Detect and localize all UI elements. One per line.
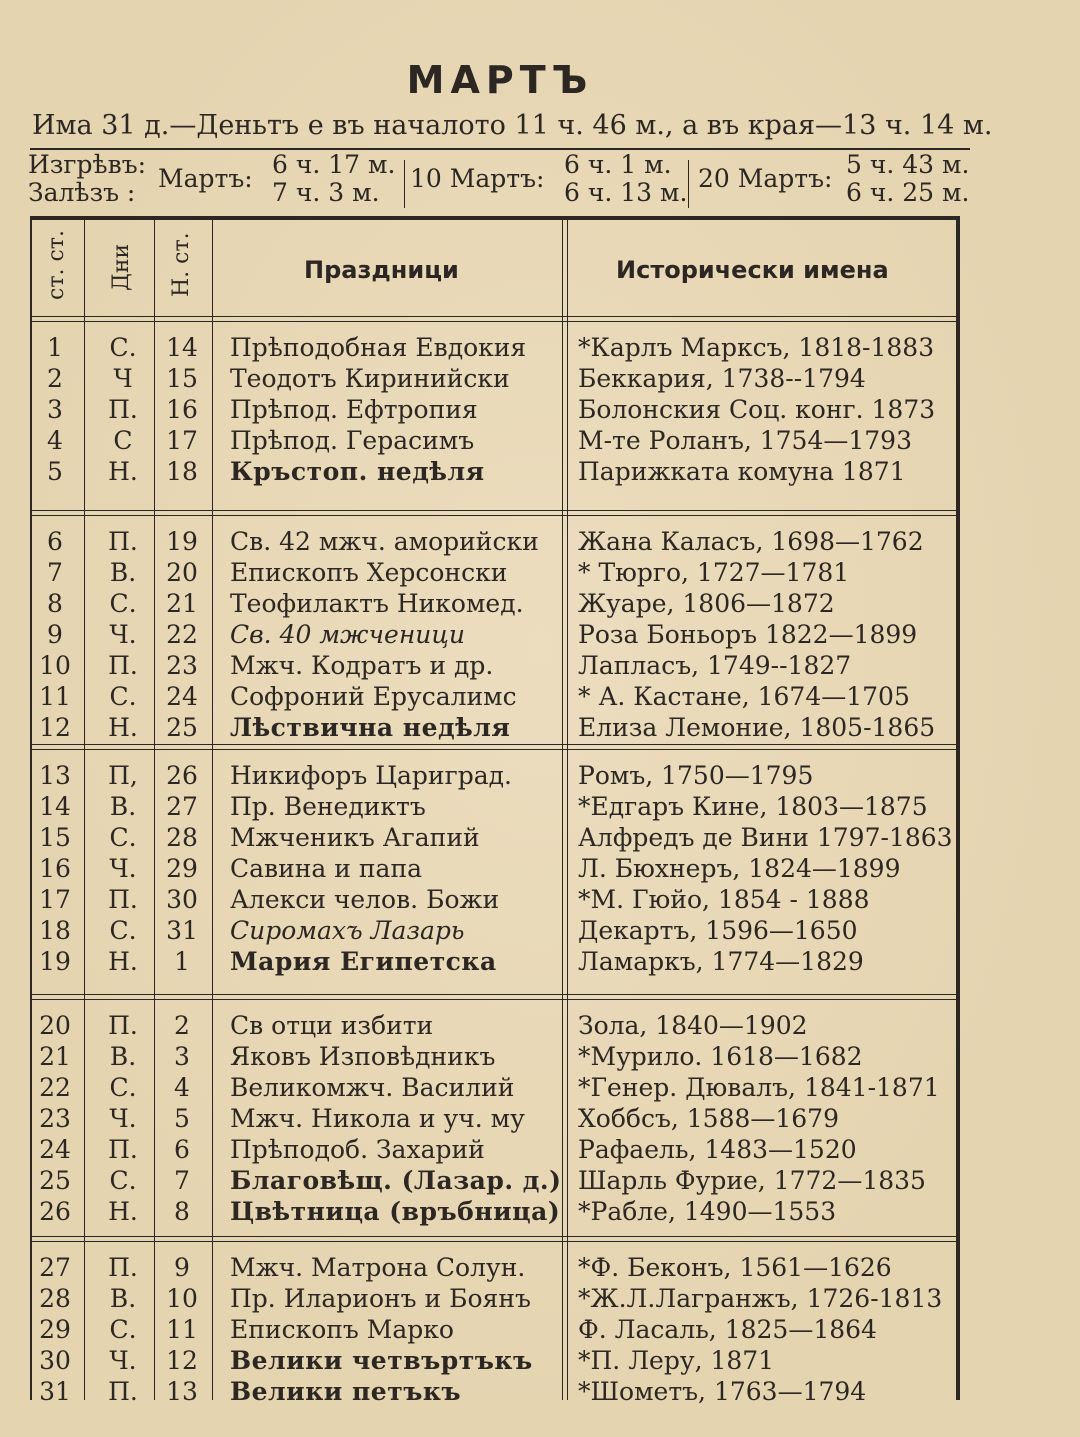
sunrise-time-1: 6 ч. 17 м. [272, 150, 396, 179]
holiday-name: Св. 40 мжченици [230, 620, 465, 649]
table-row [32, 1345, 956, 1376]
page-title: МАРТЪ [406, 58, 594, 102]
day-number: 31 [39, 1377, 71, 1406]
table-row [32, 681, 956, 712]
table-row [32, 332, 956, 363]
sunset-time-1: 7 ч. 3 м. [272, 178, 380, 207]
weekday: П. [108, 651, 138, 680]
new-style-date: 23 [166, 651, 198, 680]
day-number: 3 [47, 395, 63, 424]
historical-name: *Карлъ Марксъ, 1818-1883 [578, 333, 935, 362]
new-style-date: 17 [166, 426, 198, 455]
weekday: Ч. [109, 1104, 137, 1133]
historical-name: *Генер. Дювалъ, 1841-1871 [578, 1073, 940, 1102]
weekday: П. [108, 527, 138, 556]
weekday: П. [108, 395, 138, 424]
holiday-name: Мжченикъ Агапий [230, 823, 480, 852]
table-row [32, 425, 956, 456]
header-holidays: Праздници [304, 256, 459, 284]
table-row [32, 760, 956, 791]
historical-name: Декартъ, 1596—1650 [578, 916, 858, 945]
new-style-date: 16 [166, 395, 198, 424]
day-number: 29 [39, 1315, 71, 1344]
historical-name: * Тюрго, 1727—1781 [578, 558, 850, 587]
historical-name: Роза Боньоръ 1822—1899 [578, 620, 918, 649]
table-row [32, 650, 956, 681]
day-number: 12 [39, 713, 71, 742]
divider [32, 1236, 956, 1242]
historical-name: Ромъ, 1750—1795 [578, 761, 814, 790]
historical-name: М-те Роланъ, 1754—1793 [578, 426, 912, 455]
day-number: 1 [47, 333, 63, 362]
new-style-date: 8 [174, 1197, 190, 1226]
holiday-name: Прѣпод. Герасимъ [230, 426, 475, 455]
weekday: С. [109, 682, 137, 711]
historical-name: Парижката комуна 1871 [578, 457, 906, 486]
day-number: 2 [47, 364, 63, 393]
day-number: 13 [39, 761, 71, 790]
header-new-style: Н. ст. [169, 232, 194, 297]
day-number: 25 [39, 1166, 71, 1195]
historical-name: Ф. Ласаль, 1825—1864 [578, 1315, 877, 1344]
weekday: В. [109, 1042, 137, 1071]
table-row [32, 363, 956, 394]
table-row [32, 394, 956, 425]
divider [32, 510, 956, 516]
historical-name: Л. Бюхнеръ, 1824—1899 [578, 854, 901, 883]
weekday: Н. [108, 713, 138, 742]
day-number: 17 [39, 885, 71, 914]
divider [688, 160, 689, 208]
holiday-name: Лѣствична недѣля [230, 713, 511, 742]
holiday-name: Велики петъкъ [230, 1377, 462, 1406]
weekday: Ч [113, 364, 133, 393]
new-style-date: 6 [174, 1135, 190, 1164]
new-style-date: 29 [166, 854, 198, 883]
divider [404, 160, 405, 208]
holiday-name: Теофилактъ Никомед. [230, 589, 524, 618]
holiday-name: Благовѣщ. (Лазар. д.) [230, 1166, 562, 1195]
historical-name: *Рабле, 1490—1553 [578, 1197, 837, 1226]
weekday: Ч. [109, 1346, 137, 1375]
day-number: 14 [39, 792, 71, 821]
weekday: П. [108, 885, 138, 914]
new-style-date: 21 [166, 589, 198, 618]
table-row [32, 1196, 956, 1227]
weekday: С. [109, 1073, 137, 1102]
holiday-name: Мария Египетска [230, 947, 497, 976]
day-number: 18 [39, 916, 71, 945]
holiday-name: Савина и папа [230, 854, 423, 883]
holiday-name: Св отци избити [230, 1011, 434, 1040]
day-number: 4 [47, 426, 63, 455]
table-row [32, 1376, 956, 1407]
weekday: Н. [108, 457, 138, 486]
holiday-name: Епископъ Херсонски [230, 558, 508, 587]
historical-name: Шарль Фурие, 1772—1835 [578, 1166, 926, 1195]
sunset-time-2: 6 ч. 13 м. [564, 178, 688, 207]
new-style-date: 25 [166, 713, 198, 742]
table-row [32, 1314, 956, 1345]
new-style-date: 4 [174, 1073, 190, 1102]
day-number: 26 [39, 1197, 71, 1226]
new-style-date: 15 [166, 364, 198, 393]
new-style-date: 12 [166, 1346, 198, 1375]
calendar-table [30, 216, 960, 1406]
new-style-date: 26 [166, 761, 198, 790]
table-row [32, 557, 956, 588]
table-row [32, 1252, 956, 1283]
historical-name: *Едгаръ Кине, 1803—1875 [578, 792, 928, 821]
holiday-name: Теодотъ Киринийски [230, 364, 510, 393]
new-style-date: 28 [166, 823, 198, 852]
weekday: П. [108, 1135, 138, 1164]
historical-name: Алфредъ де Вини 1797-1863 [578, 823, 953, 852]
historical-name: *Шометъ, 1763—1794 [578, 1377, 867, 1406]
table-row [32, 1283, 956, 1314]
sun-month-3: 20 Мартъ: [698, 164, 833, 193]
new-style-date: 7 [174, 1166, 190, 1195]
sunrise-sunset-block [28, 150, 973, 214]
new-style-date: 18 [166, 457, 198, 486]
table-row [32, 853, 956, 884]
divider [32, 316, 956, 322]
historical-name: *М. Гюйо, 1854 - 1888 [578, 885, 870, 914]
table-row [32, 946, 956, 977]
historical-name: Елиза Лемоние, 1805-1865 [578, 713, 936, 742]
new-style-date: 27 [166, 792, 198, 821]
table-row [32, 822, 956, 853]
new-style-date: 22 [166, 620, 198, 649]
weekday: П, [108, 761, 138, 790]
table-row [32, 1072, 956, 1103]
sunrise-time-2: 6 ч. 1 м. [564, 150, 672, 179]
historical-name: Ламаркъ, 1774—1829 [578, 947, 864, 976]
holiday-name: Епископъ Марко [230, 1315, 454, 1344]
holiday-name: Пр. Иларионъ и Боянъ [230, 1284, 531, 1313]
weekday: В. [109, 558, 137, 587]
sunrise-time-3: 5 ч. 43 м. [846, 150, 970, 179]
weekday: Ч. [109, 854, 137, 883]
divider [32, 994, 956, 1000]
day-number: 24 [39, 1135, 71, 1164]
holiday-name: Софроний Ерусалимс [230, 682, 517, 711]
new-style-date: 31 [166, 916, 198, 945]
historical-name: Жана Каласъ, 1698—1762 [578, 527, 924, 556]
table-row [32, 588, 956, 619]
new-style-date: 20 [166, 558, 198, 587]
holiday-name: Сиромахъ Лазарь [230, 916, 465, 945]
header-days: Дни [109, 243, 134, 291]
weekday: С. [109, 823, 137, 852]
day-number: 10 [39, 651, 71, 680]
table-row [32, 456, 956, 487]
holiday-name: Великомжч. Василий [230, 1073, 515, 1102]
historical-name: Жуаре, 1806—1872 [578, 589, 835, 618]
new-style-date: 3 [174, 1042, 190, 1071]
header-historical: Исторически имена [616, 256, 889, 284]
day-number: 11 [39, 682, 71, 711]
historical-name: *П. Леру, 1871 [578, 1346, 775, 1375]
day-number: 8 [47, 589, 63, 618]
historical-name: * А. Кастане, 1674—1705 [578, 682, 910, 711]
new-style-date: 13 [166, 1377, 198, 1406]
table-row [32, 791, 956, 822]
holiday-name: Прѣпод. Ефтропия [230, 395, 478, 424]
holiday-name: Никифоръ Цариград. [230, 761, 512, 790]
new-style-date: 30 [166, 885, 198, 914]
weekday: С. [109, 1166, 137, 1195]
historical-name: Рафаель, 1483—1520 [578, 1135, 857, 1164]
new-style-date: 2 [174, 1011, 190, 1040]
weekday: С. [109, 589, 137, 618]
weekday: П. [108, 1377, 138, 1406]
weekday: Н. [108, 947, 138, 976]
new-style-date: 14 [166, 333, 198, 362]
new-style-date: 10 [166, 1284, 198, 1313]
table-row [32, 1134, 956, 1165]
day-number: 9 [47, 620, 63, 649]
new-style-date: 24 [166, 682, 198, 711]
day-number: 30 [39, 1346, 71, 1375]
holiday-name: Велики четвъртъкъ [230, 1346, 533, 1375]
day-number: 20 [39, 1011, 71, 1040]
historical-name: Хоббсъ, 1588—1679 [578, 1104, 839, 1133]
day-number: 21 [39, 1042, 71, 1071]
new-style-date: 9 [174, 1253, 190, 1282]
holiday-name: Яковъ Изповѣдникъ [230, 1042, 496, 1071]
table-row [32, 1041, 956, 1072]
day-number: 19 [39, 947, 71, 976]
day-number: 27 [39, 1253, 71, 1282]
historical-name: Беккария, 1738--1794 [578, 364, 866, 393]
historical-name: *Ф. Беконъ, 1561—1626 [578, 1253, 892, 1282]
sun-month-1: Мартъ: [158, 164, 253, 193]
table-row [32, 915, 956, 946]
table-row [32, 712, 956, 743]
sunset-time-3: 6 ч. 25 м. [846, 178, 970, 207]
holiday-name: Прѣподобная Евдокия [230, 333, 527, 362]
holiday-name: Мжч. Никола и уч. му [230, 1104, 525, 1133]
sunset-label: Залѣзъ : [28, 178, 136, 207]
weekday: С [113, 426, 133, 455]
table-row [32, 884, 956, 915]
historical-name: *Ж.Л.Лагранжъ, 1726-1813 [578, 1284, 943, 1313]
holiday-name: Цвѣтница (връбница) [230, 1197, 561, 1226]
historical-name: Зола, 1840—1902 [578, 1011, 808, 1040]
weekday: Н. [108, 1197, 138, 1226]
holiday-name: Прѣподоб. Захарий [230, 1135, 485, 1164]
weekday: С. [109, 916, 137, 945]
sunrise-label: Изгрѣвъ: [28, 150, 147, 179]
new-style-date: 5 [174, 1104, 190, 1133]
weekday: П. [108, 1253, 138, 1282]
day-number: 15 [39, 823, 71, 852]
weekday: Ч. [109, 620, 137, 649]
day-number: 7 [47, 558, 63, 587]
day-number: 28 [39, 1284, 71, 1313]
new-style-date: 11 [166, 1315, 198, 1344]
weekday: П. [108, 1011, 138, 1040]
holiday-name: Мжч. Кодратъ и др. [230, 651, 494, 680]
table-row [32, 1103, 956, 1134]
table-row [32, 619, 956, 650]
historical-name: Болонския Соц. конг. 1873 [578, 395, 936, 424]
weekday: В. [109, 792, 137, 821]
day-number: 16 [39, 854, 71, 883]
day-number: 23 [39, 1104, 71, 1133]
holiday-name: Алекси челов. Божи [230, 885, 500, 914]
historical-name: Лапласъ, 1749--1827 [578, 651, 852, 680]
weekday: С. [109, 333, 137, 362]
day-number: 5 [47, 457, 63, 486]
table-row [32, 526, 956, 557]
holiday-name: Мжч. Матрона Солун. [230, 1253, 526, 1282]
new-style-date: 1 [174, 947, 190, 976]
weekday: С. [109, 1315, 137, 1344]
new-style-date: 19 [166, 527, 198, 556]
day-number: 22 [39, 1073, 71, 1102]
holiday-name: Пр. Венедиктъ [230, 792, 426, 821]
table-row [32, 1165, 956, 1196]
table-row [32, 1010, 956, 1041]
day-number: 6 [47, 527, 63, 556]
historical-name: *Мурило. 1618—1682 [578, 1042, 863, 1071]
day-length-line: Има 31 д.—Деньтъ е въ началото 11 ч. 46 м., а въ края—13 ч. 14 м. [32, 110, 993, 141]
holiday-name: Кръстоп. недѣля [230, 457, 485, 486]
holiday-name: Св. 42 мжч. аморийски [230, 527, 539, 556]
header-old-style: ст. ст. [44, 230, 69, 300]
sun-month-2: 10 Мартъ: [410, 164, 545, 193]
divider [32, 744, 956, 750]
weekday: В. [109, 1284, 137, 1313]
